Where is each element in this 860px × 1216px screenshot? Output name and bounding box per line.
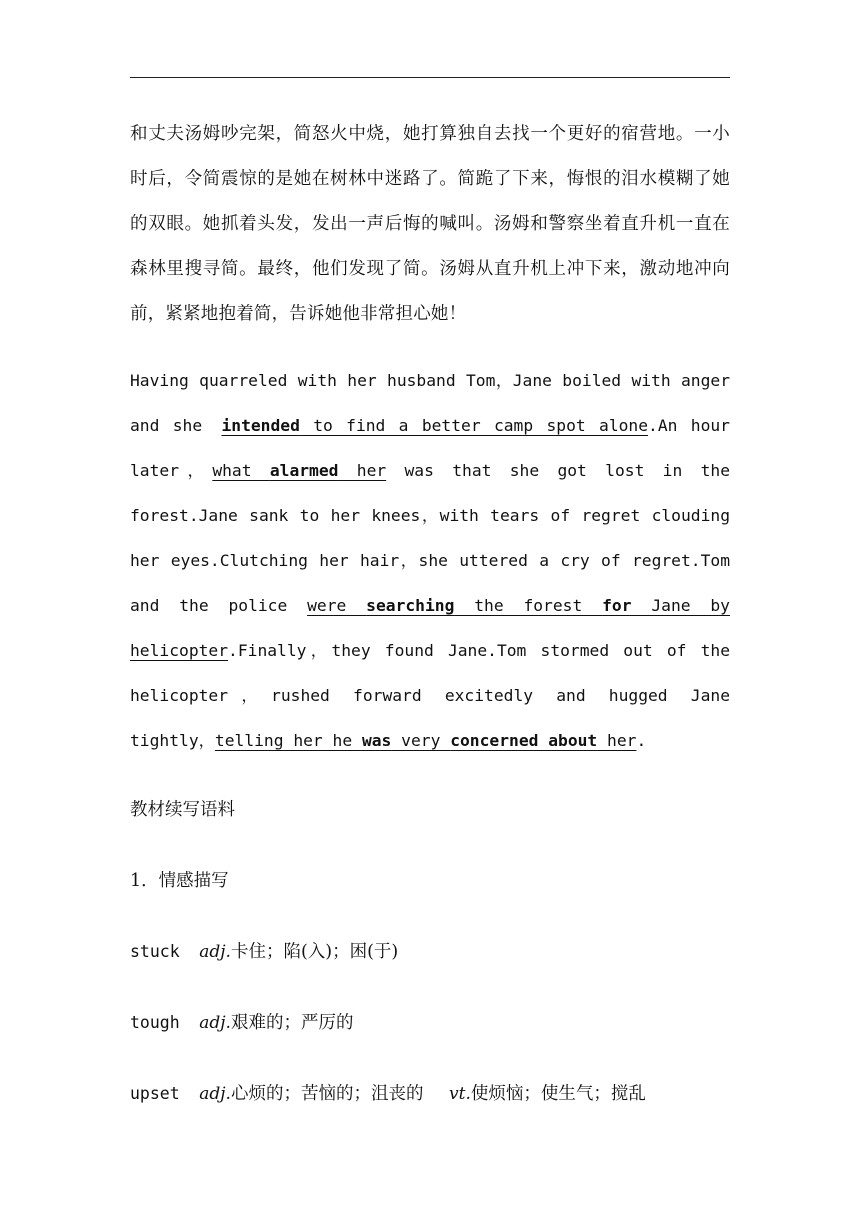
phrase-1-rest: to find a better camp spot alone [299,416,649,435]
phrase-4-c: her [597,731,637,750]
english-paragraph [130,358,730,763]
vocab-pos: adj. [199,942,231,962]
vocab-item-upset [130,1079,646,1109]
phrase-3-b: the forest [454,596,603,615]
vocab-pos: adj. [199,1084,231,1104]
phrase-4-b: very [391,731,451,750]
phrase-4-a: telling her he [214,731,362,750]
section-title: 教材续写语料 [130,800,235,820]
vocab-pos-2: vt. [449,1084,471,1104]
vocab-meaning: 艰难的；严厉的 [230,1013,354,1033]
key-word-concerned-about: concerned about [450,731,598,750]
en-text-1: Having quarreled with her husband Tom，Jane boiled with anger and she [130,371,730,435]
vocab-word: upset [130,1084,180,1103]
chinese-paragraph: 和丈夫汤姆吵完架，简怒火中烧，她打算独自去找一个更好的宿营地。一小时后，令简震惊的是她在树林中迷路了。简跪了下来，悔恨的泪水模糊了她的双眼。她抓着头发，发出一声后悔的喊叫。汤姆和警察坐着直升机一直在森林里搜寻简。最终，他们发现了简。汤姆从直升机上冲下来，激动地冲向前，紧紧地抱着简，告诉她他非常担心她！ [130,124,730,324]
vocab-meaning-2: 使烦恼；使生气；搅乱 [470,1084,646,1104]
vocab-word: stuck [130,942,180,961]
phrase-2-b: her [338,461,387,480]
vocab-meaning: 心烦的；苦恼的；沮丧的 [230,1084,424,1104]
en-text-4: .Finally，they found Jane.Tom stormed out of the helicopter，rushed forward excitedly and hugged Jane tightly， [130,641,730,750]
key-word-for: for [602,596,632,615]
underlined-phrase-1 [221,416,648,435]
subsection-title: 1．情感描写 [130,871,229,891]
phrase-3-c: Jane by helicopter [130,596,730,660]
en-text-5: . [636,731,647,750]
header-rule [130,77,730,78]
en-text-2: .An hour later， [130,416,730,480]
en-text-3: was that she got lost in the forest.Jane sank to her knees，with tears of regret clouding her eyes.Clutching her hair，she uttered a cry of regret.Tom and the police [130,461,730,615]
key-word-was: was [361,731,392,750]
underlined-phrase-4 [215,731,637,750]
key-word-searching: searching [366,596,455,615]
key-word-intended: intended [221,416,300,435]
vocab-item-tough [130,1008,353,1038]
underlined-phrase-2 [212,461,386,480]
vocab-word: tough [130,1013,180,1032]
key-word-alarmed: alarmed [269,461,339,480]
vocab-meaning: 卡住；陷(入)；困(于) [230,942,399,962]
vocab-item-stuck [130,937,398,967]
vocab-pos: adj. [199,1013,231,1033]
phrase-2-a: what [212,461,270,480]
phrase-3-a: were [307,596,367,615]
